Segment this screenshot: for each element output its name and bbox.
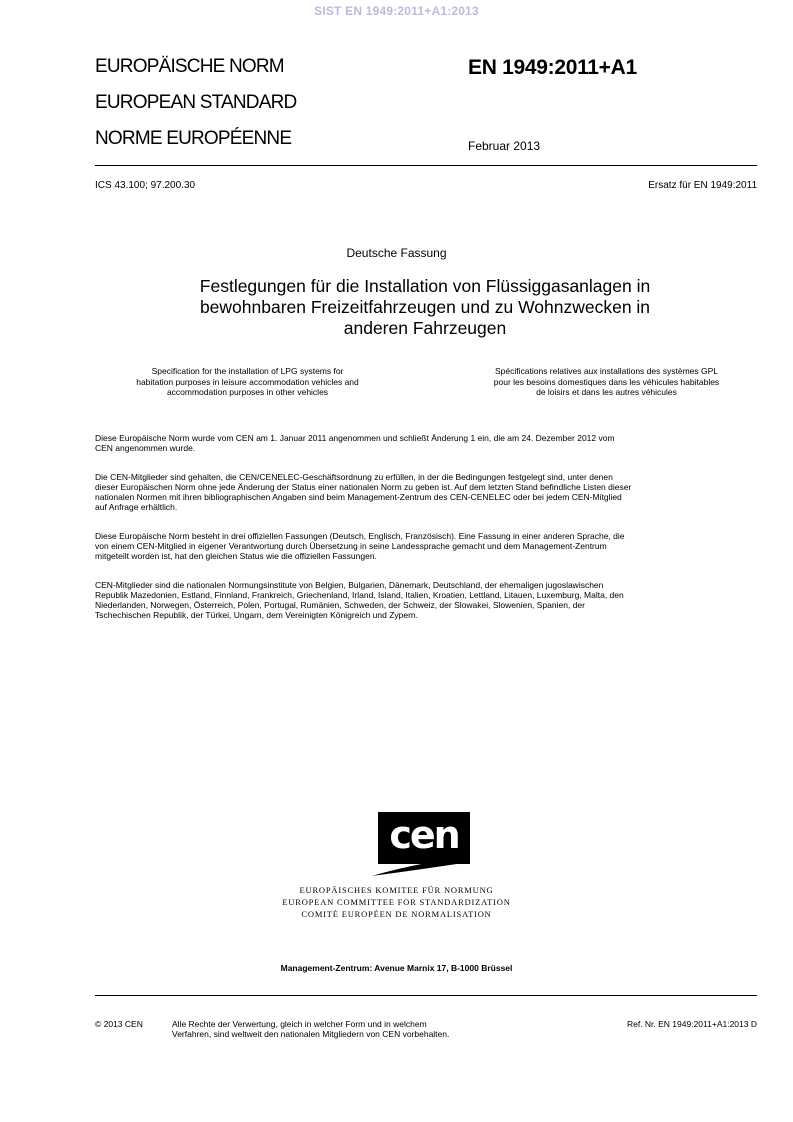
norm-name-de: EUROPÄISCHE NORM bbox=[95, 56, 284, 77]
document-title bbox=[150, 276, 700, 339]
committee-names bbox=[0, 884, 793, 920]
committee-name-de: EUROPÄISCHES KOMITEE FÜR NORMUNG bbox=[299, 885, 494, 895]
cen-logo-text: cen bbox=[389, 813, 459, 857]
reference-number: Ref. Nr. EN 1949:2011+A1:2013 D bbox=[626, 1019, 757, 1029]
paragraph-line: auf Anfrage erhältlich. bbox=[95, 502, 178, 512]
paragraph-line: CEN-Mitglieder sind die nationalen Normungsinstitute von Belgien, Bulgarien, Dänemark, Deutschland, der ehemaligen jugoslawischen bbox=[95, 580, 604, 590]
replaces-note: Ersatz für EN 1949:2011 bbox=[648, 180, 757, 191]
management-centre-address: Management-Zentrum: Avenue Marnix 17, B-1000 Brüssel bbox=[280, 963, 513, 973]
norm-name-fr: NORME EUROPÉENNE bbox=[95, 128, 292, 149]
paragraph-line: Diese Europäische Norm besteht in drei offiziellen Fassungen (Deutsch, Englisch, Französisch). Eine Fassung in einer anderen Sprache, die bbox=[95, 531, 625, 541]
paragraph-line: mitgeteilt worden ist, hat den gleichen Status wie die offiziellen Fassungen. bbox=[95, 551, 377, 561]
french-title-line: de loisirs et dans les autres véhicules bbox=[536, 387, 677, 397]
paragraph-line: Tschechischen Republik, der Türkei, Ungarn, dem Vereinigten Königreich und Zypern. bbox=[95, 610, 419, 620]
ics-code: ICS 43.100; 97.200.30 bbox=[95, 180, 196, 191]
title-line: anderen Fahrzeugen bbox=[343, 318, 507, 338]
paragraph-line: nationalen Normen mit ihren bibliographischen Angaben sind beim Management-Zentrum des CEN-CENELEC oder bei jedem CEN-Mitglied bbox=[95, 492, 622, 502]
title-line: bewohnbaren Freizeitfahrzeugen und zu Wohnzwecken in bbox=[199, 297, 651, 317]
official-versions-paragraph bbox=[95, 531, 760, 561]
english-title-line: accommodation purposes in other vehicles bbox=[166, 387, 329, 397]
rights-line: Alle Rechte der Verwertung, gleich in welcher Form und in welchem bbox=[172, 1019, 427, 1029]
committee-name-en: EUROPEAN COMMITTEE FOR STANDARDIZATION bbox=[282, 897, 511, 907]
rights-statement bbox=[172, 1019, 552, 1039]
paragraph-line: Republik Mazedonien, Estland, Finnland, Frankreich, Griechenland, Irland, Island, Italien, Kroatien, Lettland, Litauen, Luxemburg, Malta, den bbox=[95, 590, 624, 600]
footer-divider bbox=[95, 995, 757, 996]
adoption-paragraph bbox=[95, 433, 760, 453]
english-title bbox=[95, 366, 400, 398]
paragraph-line: dieser Europäischen Norm ohne jede Änderung der Status einer nationalen Norm zu geben ist. Auf dem letzten Stand befindliche Listen dieser bbox=[95, 482, 632, 492]
paragraph-line: Diese Europäische Norm wurde vom CEN am 1. Januar 2011 angenommen und schließt Änderung 1 ein, die am 24. Dezember 2012 vom bbox=[95, 433, 615, 443]
cen-members-paragraph bbox=[95, 580, 760, 620]
header-divider bbox=[95, 165, 757, 166]
rights-line: Verfahren, sind weltweit den nationalen Mitgliedern von CEN vorbehalten. bbox=[172, 1029, 450, 1039]
french-title bbox=[455, 366, 758, 398]
paragraph-line: Die CEN-Mitglieder sind gehalten, die CEN/CENELEC-Geschäftsordnung zu erfüllen, in der die Bedingungen festgelegt sind, unter denen bbox=[95, 472, 613, 482]
watermark: SIST EN 1949:2011+A1:2013 bbox=[314, 4, 479, 18]
cen-logo-icon bbox=[372, 812, 470, 878]
paragraph-line: Niederlanden, Norwegen, Österreich, Polen, Portugal, Rumänien, Schweden, der Schweiz, der Slowakei, Slowenien, Spanien, der bbox=[95, 600, 585, 610]
french-title-line: Spécifications relatives aux installations des systèmes GPL bbox=[495, 366, 718, 376]
norm-name-en: EUROPEAN STANDARD bbox=[95, 92, 297, 113]
document-date: Februar 2013 bbox=[468, 139, 541, 153]
language-version: Deutsche Fassung bbox=[346, 246, 447, 260]
english-title-line: Specification for the installation of LPG systems for bbox=[151, 366, 344, 376]
document-number: EN 1949:2011+A1 bbox=[468, 56, 637, 79]
french-title-line: pour les besoins domestiques dans les véhicules habitables bbox=[493, 376, 720, 387]
members-obligation-paragraph bbox=[95, 472, 760, 512]
paragraph-line: CEN angenommen wurde. bbox=[95, 443, 196, 453]
title-line: Festlegungen für die Installation von Flüssiggasanlagen in bbox=[199, 276, 651, 296]
paragraph-line: von einem CEN-Mitglied in eigener Verantwortung durch Übersetzung in seine Landessprache gemacht und dem Management-Zentrum bbox=[95, 541, 607, 551]
copyright: © 2013 CEN bbox=[95, 1019, 143, 1029]
english-title-line: habitation purposes in leisure accommodation vehicles and bbox=[136, 376, 359, 387]
committee-name-fr: COMITÉ EUROPÉEN DE NORMALISATION bbox=[301, 909, 492, 919]
